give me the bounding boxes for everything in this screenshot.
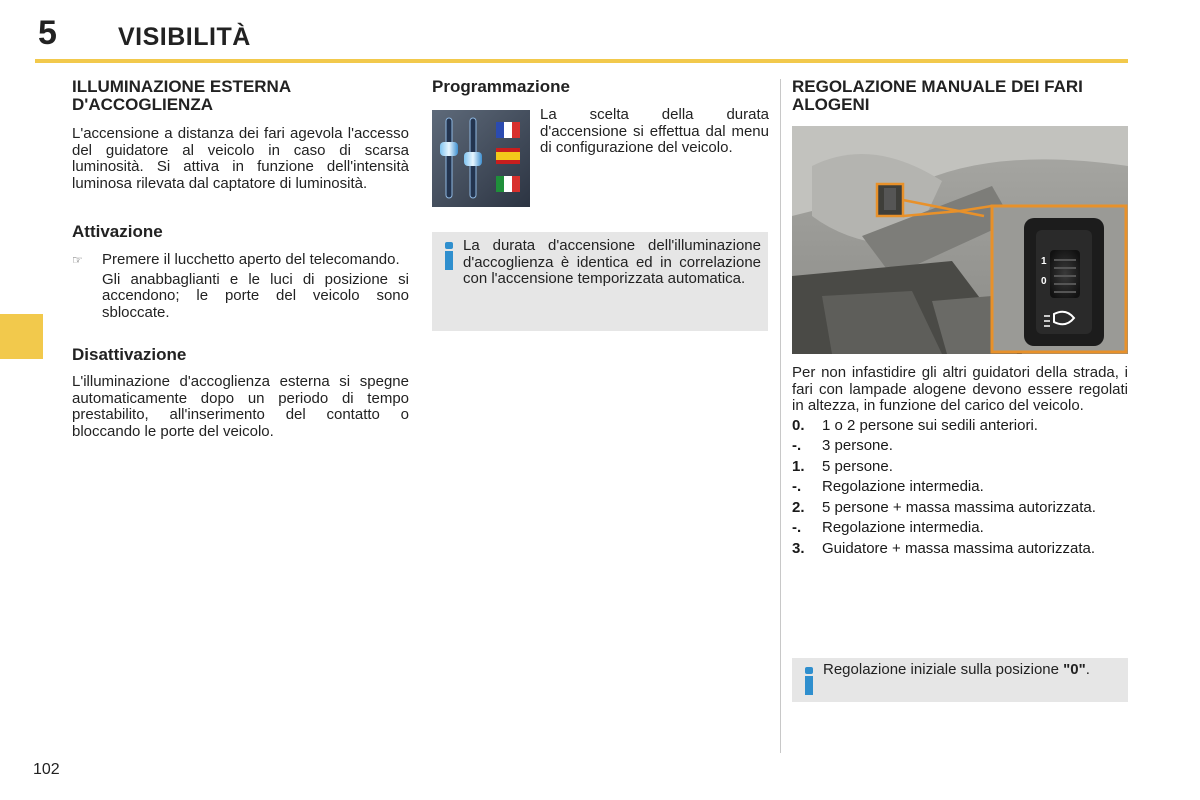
initial-setting-text: Regolazione iniziale sulla posizione "0".	[823, 661, 1090, 678]
activation-result: Gli anabbaglianti e le luci di posizione si accendono; le porte del veicolo sono sbloccate.	[102, 270, 409, 321]
deactivation-heading: Disattivazione	[72, 345, 187, 364]
initial-setting-value: "0"	[1063, 661, 1086, 678]
info-icon	[444, 242, 454, 270]
chapter-number: 5	[38, 14, 57, 52]
programming-section	[432, 78, 768, 96]
initial-setting-note	[792, 658, 1128, 702]
section-title: ILLUMINAZIONE ESTERNA D'ACCOGLIENZA	[72, 77, 291, 114]
list-item: -. 3 persone.	[792, 437, 893, 454]
activation-step	[72, 252, 409, 269]
list-item: -. Regolazione intermedia.	[792, 519, 984, 536]
programming-heading: Programmazione	[432, 77, 570, 96]
list-item: 2. 5 persone + massa massima autorizzata.	[792, 498, 1096, 516]
welcome-lighting-section	[72, 78, 409, 440]
load-settings-list	[792, 418, 1128, 558]
italian-flag-icon	[496, 176, 520, 192]
activation-heading: Attivazione	[72, 222, 163, 241]
section-title: REGOLAZIONE MANUALE DEI FARI ALOGENI	[792, 77, 1083, 114]
list-item: 0. 1 o 2 persone sui sedili anteriori.	[792, 416, 1038, 434]
headlamp-adjustment-section	[792, 78, 1128, 114]
pointing-hand-icon: ☞	[72, 253, 83, 267]
column-divider	[780, 79, 781, 753]
french-flag-icon	[496, 122, 520, 138]
dashboard-photo	[792, 126, 1128, 354]
activation-step-text: Premere il lucchetto aperto del telecomando.	[102, 251, 400, 268]
dial-label-zero: 0	[1041, 276, 1047, 287]
deactivation-paragraph: L'illuminazione d'accoglienza esterna si spegne automaticamente dopo un periodo di tempo prestabilito, all'inserimento del contatto o bloccando le porte del veicolo.	[72, 373, 409, 440]
list-item: 1. 5 persone.	[792, 457, 893, 475]
headlamp-text	[792, 365, 1128, 557]
spanish-flag-icon	[496, 148, 520, 164]
header-rule	[35, 59, 1128, 63]
configuration-menu-icon	[432, 110, 530, 207]
info-icon	[804, 667, 814, 695]
programming-description: La scelta della durata d'accensione si effettua dal menu di configurazione del veicolo.	[540, 106, 769, 156]
info-note	[432, 232, 768, 331]
dial-label-one: 1	[1041, 256, 1047, 267]
list-item: -. Regolazione intermedia.	[792, 478, 984, 495]
page-number: 102	[33, 761, 60, 778]
info-note-text: La durata d'accensione dell'illuminazione d'accoglienza è identica ed in correlazione con l'accensione temporizzata automatica.	[463, 237, 761, 287]
chapter-side-tab	[0, 314, 43, 359]
headlamp-intro: Per non infastidire gli altri guidatori della strada, i fari con lampade alogene devono essere regolati in altezza, in funzione del carico del veicolo.	[792, 364, 1128, 414]
intro-paragraph: L'accensione a distanza dei fari agevola l'accesso del guidatore al veicolo in caso di scarsa luminosità. Si attiva in funzione dell'intensità luminosa rilevata dal captatore di luminosità.	[72, 125, 409, 192]
chapter-title: VISIBILITÀ	[118, 23, 251, 51]
list-item: 3. Guidatore + massa massima autorizzata.	[792, 539, 1096, 557]
